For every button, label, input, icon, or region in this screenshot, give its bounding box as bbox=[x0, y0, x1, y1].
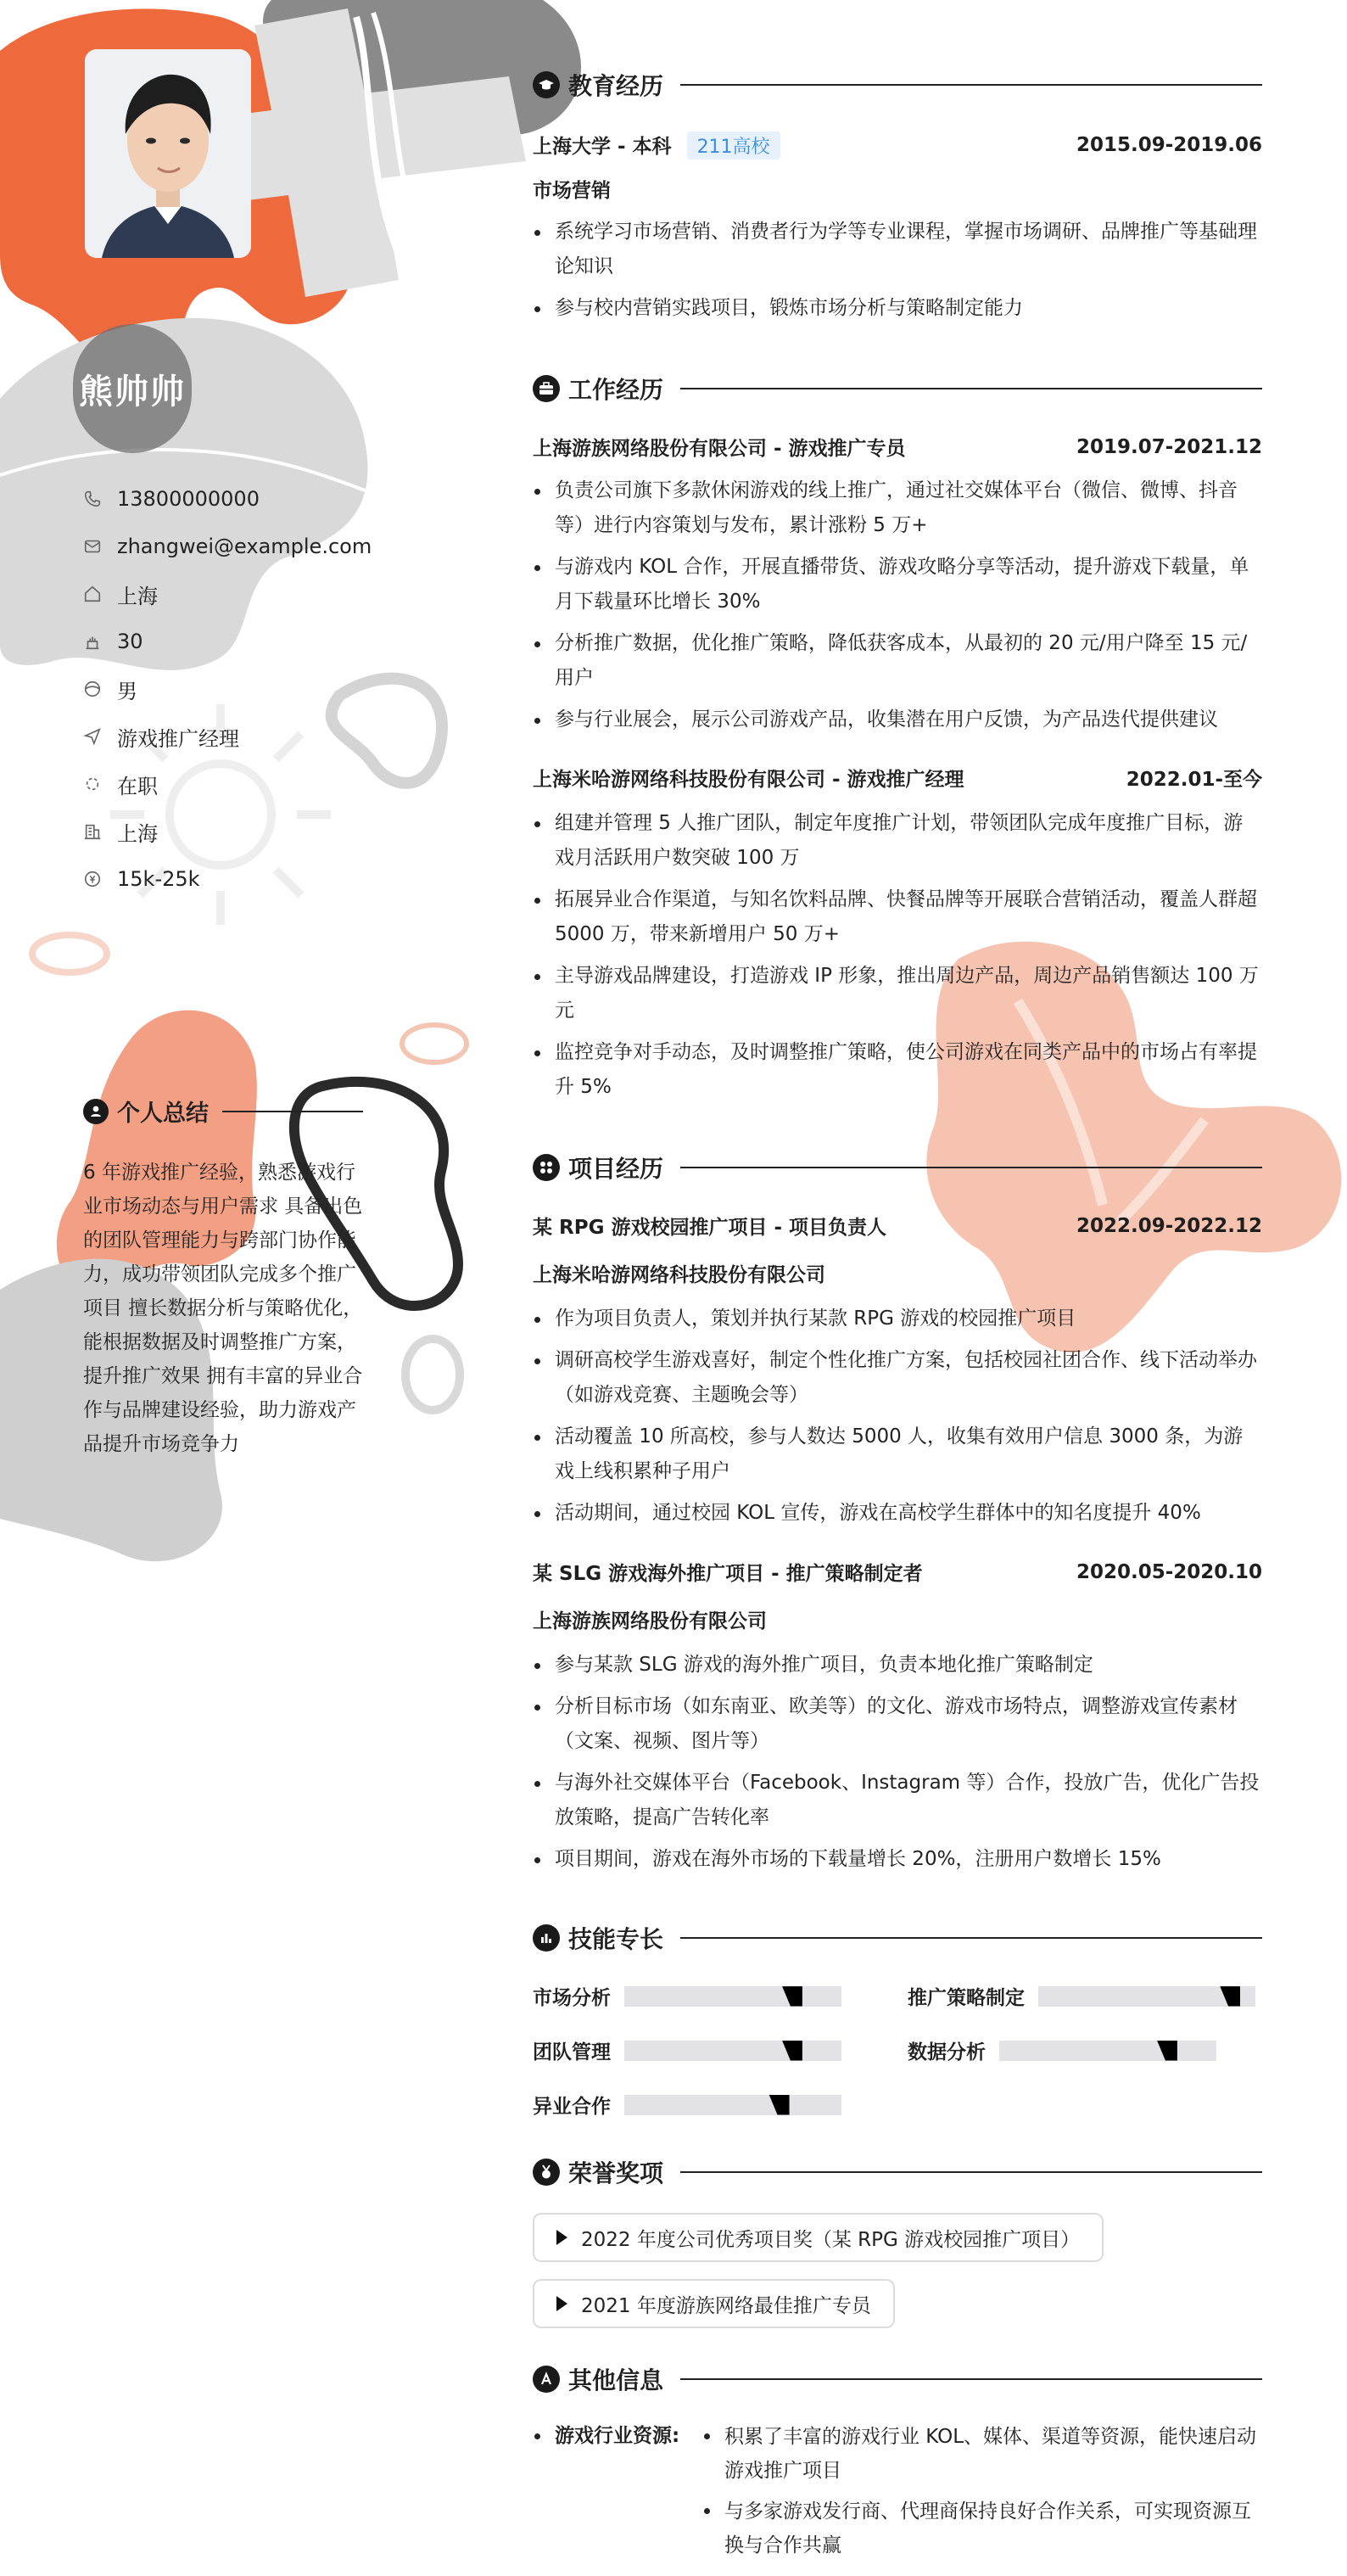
award-text: 2022 年度公司优秀项目奖（某 RPG 游戏校园推广项目） bbox=[581, 2228, 1081, 2251]
summary-divider bbox=[222, 1111, 363, 1112]
job-company: 上海游族网络股份有限公司 - 游戏推广专员 bbox=[533, 438, 906, 460]
phone-icon bbox=[83, 490, 102, 508]
awards-divider bbox=[680, 2171, 1262, 2173]
summary-text: 6 年游戏推广经验，熟悉游戏行业市场动态与用户需求 具备出色的团队管理能力与跨部门协作能力，成功带领团队完成多个推广项目 擅长数据分析与策略优化，能根据数据及时调整推广方案，提升推广效果 拥有丰富的异业合作与品牌建设经验，助力游戏产品提升市场竞争力 bbox=[83, 1162, 363, 1455]
location-text: 上海 bbox=[117, 584, 158, 608]
status-icon bbox=[83, 775, 102, 793]
gender-icon bbox=[83, 680, 102, 698]
job-bullet: 分析推广数据，优化推广策略，降低获客成本，从最初的 20 元/用户降至 15 元/用户 bbox=[533, 626, 1262, 696]
project-bullet: 活动覆盖 10 所高校，参与人数达 5000 人，收集有效用户信息 3000 条，为游戏上线积累种子用户 bbox=[533, 1420, 1262, 1489]
project-row bbox=[533, 1212, 1262, 1240]
skill-name: 团队管理 bbox=[533, 2041, 611, 2064]
award-text: 2021 年度游族网络最佳推广专员 bbox=[581, 2294, 871, 2317]
skill-item bbox=[533, 2036, 841, 2064]
skill-fill bbox=[1038, 1986, 1240, 2007]
project-bullets bbox=[533, 1648, 1262, 1884]
briefcase-icon bbox=[533, 375, 560, 402]
skills-divider bbox=[680, 1937, 1262, 1939]
skill-item bbox=[533, 2091, 841, 2119]
education-header bbox=[533, 68, 1262, 102]
project-row bbox=[533, 1558, 1262, 1586]
job-bullet: 参与行业展会，展示公司游戏产品，收集潜在用户反馈，为产品迭代提供建议 bbox=[533, 703, 1262, 737]
skill-name: 市场分析 bbox=[533, 1987, 611, 2009]
job-bullet: 主导游戏品牌建设，打造游戏 IP 形象，推出周边产品，周边产品销售额达 100 万元 bbox=[533, 959, 1262, 1028]
job-bullet: 监控竞争对手动态，及时调整推广策略，使公司游戏在同类产品中的市场占有率提升 5% bbox=[533, 1035, 1262, 1105]
resource-bullet: 积累了丰富的游戏行业 KOL、媒体、渠道等资源，能快速启动游戏推广项目 bbox=[699, 2420, 1262, 2488]
job-bullet: 组建并管理 5 人推广团队，制定年度推广计划，带领团队完成年度推广目标，游戏月活跃用户数突破 100 万 bbox=[533, 806, 1262, 876]
school-tag: 211高校 bbox=[687, 132, 780, 160]
work-header bbox=[533, 372, 1262, 406]
portrait-image bbox=[85, 49, 251, 258]
triangle-icon bbox=[556, 2296, 567, 2311]
education-bullets bbox=[533, 215, 1262, 333]
project-bullet: 项目期间，游戏在海外市场的下载量增长 20%，注册用户数增长 15% bbox=[533, 1842, 1262, 1877]
job-date: 2019.07-2021.12 bbox=[1076, 435, 1262, 458]
skills-header bbox=[533, 1921, 1262, 1955]
projects-header bbox=[533, 1151, 1262, 1184]
skill-fill bbox=[624, 2095, 790, 2115]
mail-icon bbox=[83, 537, 102, 556]
project-bullet: 分析目标市场（如东南亚、欧美等）的文化、游戏市场特点，调整游戏宣传素材（文案、视频、图片等） bbox=[533, 1689, 1262, 1759]
skill-bar bbox=[999, 2041, 1216, 2061]
awards-header bbox=[533, 2155, 1262, 2189]
project-date: 2022.09-2022.12 bbox=[1076, 1214, 1262, 1237]
bar-chart-icon bbox=[533, 1924, 560, 1952]
project-bullet: 与海外社交媒体平台（Facebook、Instagram 等）合作，投放广告，优化广告投放策略，提高广告转化率 bbox=[533, 1766, 1262, 1835]
skill-bar bbox=[624, 1986, 841, 2007]
profile-photo bbox=[85, 49, 251, 258]
job-bullet: 负责公司旗下多款休闲游戏的线上推广，通过社交媒体平台（微信、微博、抖音等）进行内容策划与发布，累计涨粉 5 万+ bbox=[533, 473, 1262, 543]
project-date: 2020.05-2020.10 bbox=[1076, 1560, 1262, 1583]
position-text: 游戏推广经理 bbox=[117, 726, 239, 751]
awards-title: 荣誉奖项 bbox=[568, 2159, 664, 2187]
email-text: zhangwei@example.com bbox=[117, 535, 372, 558]
job-bullets bbox=[533, 806, 1262, 1112]
info-city bbox=[83, 808, 372, 855]
skills-title: 技能专长 bbox=[568, 1925, 664, 1953]
project-bullet: 活动期间，通过校园 KOL 宣传，游戏在高校学生群体中的知名度提升 40% bbox=[533, 1496, 1262, 1531]
education-bullet: 参与校内营销实践项目，锻炼市场分析与策略制定能力 bbox=[533, 291, 1262, 326]
project-org: 上海米哈游网络科技股份有限公司 bbox=[533, 1264, 825, 1286]
other-divider bbox=[680, 2378, 1262, 2380]
skill-item bbox=[908, 2036, 1216, 2064]
age-icon bbox=[83, 632, 102, 651]
education-title: 教育经历 bbox=[568, 72, 664, 100]
skill-bar bbox=[624, 2041, 841, 2061]
info-email bbox=[83, 523, 372, 570]
education-date: 2015.09-2019.06 bbox=[1076, 134, 1262, 156]
education-bullet: 系统学习市场营销、消费者行为学等专业课程，掌握市场调研、品牌推广等基础理论知识 bbox=[533, 215, 1262, 284]
work-divider bbox=[680, 388, 1262, 389]
project-bullet: 调研高校学生游戏喜好，制定个性化推广方案，包括校园社团合作、线下活动举办（如游戏竞赛、主题晚会等） bbox=[533, 1343, 1262, 1413]
status-text: 在职 bbox=[117, 774, 158, 798]
summary-title: 个人总结 bbox=[117, 1100, 209, 1127]
skill-item bbox=[533, 1982, 841, 2010]
info-salary bbox=[83, 855, 372, 903]
phone-text: 13800000000 bbox=[117, 487, 260, 511]
other-title: 其他信息 bbox=[568, 2366, 664, 2394]
skill-name: 推广策略制定 bbox=[908, 1987, 1025, 2009]
gender-text: 男 bbox=[117, 679, 137, 703]
school-wrap bbox=[533, 131, 780, 160]
job-bullet: 拓展异业合作渠道，与知名饮料品牌、快餐品牌等开展联合营销活动，覆盖人群超 5000 万，带来新增用户 50 万+ bbox=[533, 882, 1262, 952]
contact-info-list bbox=[83, 475, 372, 903]
job-row bbox=[533, 764, 1262, 792]
other-header bbox=[533, 2362, 1262, 2396]
skill-fill bbox=[624, 2041, 802, 2061]
job-bullets bbox=[533, 473, 1262, 744]
major: 市场营销 bbox=[533, 180, 611, 202]
skill-bar bbox=[1038, 1986, 1255, 2007]
award-item bbox=[533, 2213, 1104, 2262]
education-row bbox=[533, 131, 1262, 160]
project-bullets bbox=[533, 1302, 1262, 1537]
skill-item bbox=[908, 1982, 1255, 2010]
graduation-cap-icon bbox=[533, 71, 560, 98]
resource-list bbox=[699, 2420, 1262, 2569]
medal-icon bbox=[533, 2159, 560, 2186]
education-divider bbox=[680, 84, 1262, 86]
skill-bar bbox=[624, 2095, 841, 2115]
info-gender bbox=[83, 665, 372, 713]
skill-name: 数据分析 bbox=[908, 2041, 986, 2064]
age-text: 30 bbox=[117, 630, 143, 653]
grid-icon bbox=[533, 1154, 560, 1181]
summary-header bbox=[83, 1095, 363, 1128]
candidate-name: 熊帅帅 bbox=[73, 324, 192, 453]
award-item bbox=[533, 2279, 895, 2328]
building-icon bbox=[83, 822, 102, 841]
send-icon bbox=[83, 727, 102, 746]
user-icon bbox=[83, 1099, 109, 1124]
resource-label: 游戏行业资源: bbox=[533, 2420, 679, 2448]
salary-text: 15k-25k bbox=[117, 867, 200, 891]
school-name: 上海大学 - 本科 bbox=[533, 136, 672, 158]
triangle-icon bbox=[556, 2230, 567, 2245]
projects-divider bbox=[680, 1167, 1262, 1168]
letter-a-icon bbox=[533, 2366, 560, 2393]
project-bullet: 作为项目负责人，策划并执行某款 RPG 游戏的校园推广项目 bbox=[533, 1302, 1262, 1336]
job-bullet: 与游戏内 KOL 合作，开展直播带货、游戏攻略分享等活动，提升游戏下载量，单月下载量环比增长 30% bbox=[533, 550, 1262, 619]
info-position bbox=[83, 713, 372, 760]
skill-fill bbox=[624, 1986, 802, 2007]
job-company: 上海米哈游网络科技股份有限公司 - 游戏推广经理 bbox=[533, 769, 964, 791]
project-name: 某 RPG 游戏校园推广项目 - 项目负责人 bbox=[533, 1217, 887, 1239]
job-date: 2022.01-至今 bbox=[1126, 769, 1262, 791]
city-text: 上海 bbox=[117, 821, 158, 846]
salary-icon bbox=[83, 870, 102, 888]
info-phone bbox=[83, 475, 372, 523]
project-name: 某 SLG 游戏海外推广项目 - 推广策略制定者 bbox=[533, 1563, 923, 1585]
project-org: 上海游族网络股份有限公司 bbox=[533, 1610, 767, 1632]
skill-name: 异业合作 bbox=[533, 2096, 611, 2118]
info-status bbox=[83, 760, 372, 808]
skill-fill bbox=[999, 2041, 1177, 2061]
work-title: 工作经历 bbox=[568, 376, 664, 404]
resource-bullet: 与多家游戏发行商、代理商保持良好合作关系，可实现资源互换与合作共赢 bbox=[699, 2495, 1262, 2562]
home-icon bbox=[83, 585, 102, 603]
info-age bbox=[83, 618, 372, 665]
projects-title: 项目经历 bbox=[568, 1155, 664, 1183]
job-row bbox=[533, 433, 1262, 461]
info-location bbox=[83, 570, 372, 618]
project-bullet: 参与某款 SLG 游戏的海外推广项目，负责本地化推广策略制定 bbox=[533, 1648, 1262, 1683]
